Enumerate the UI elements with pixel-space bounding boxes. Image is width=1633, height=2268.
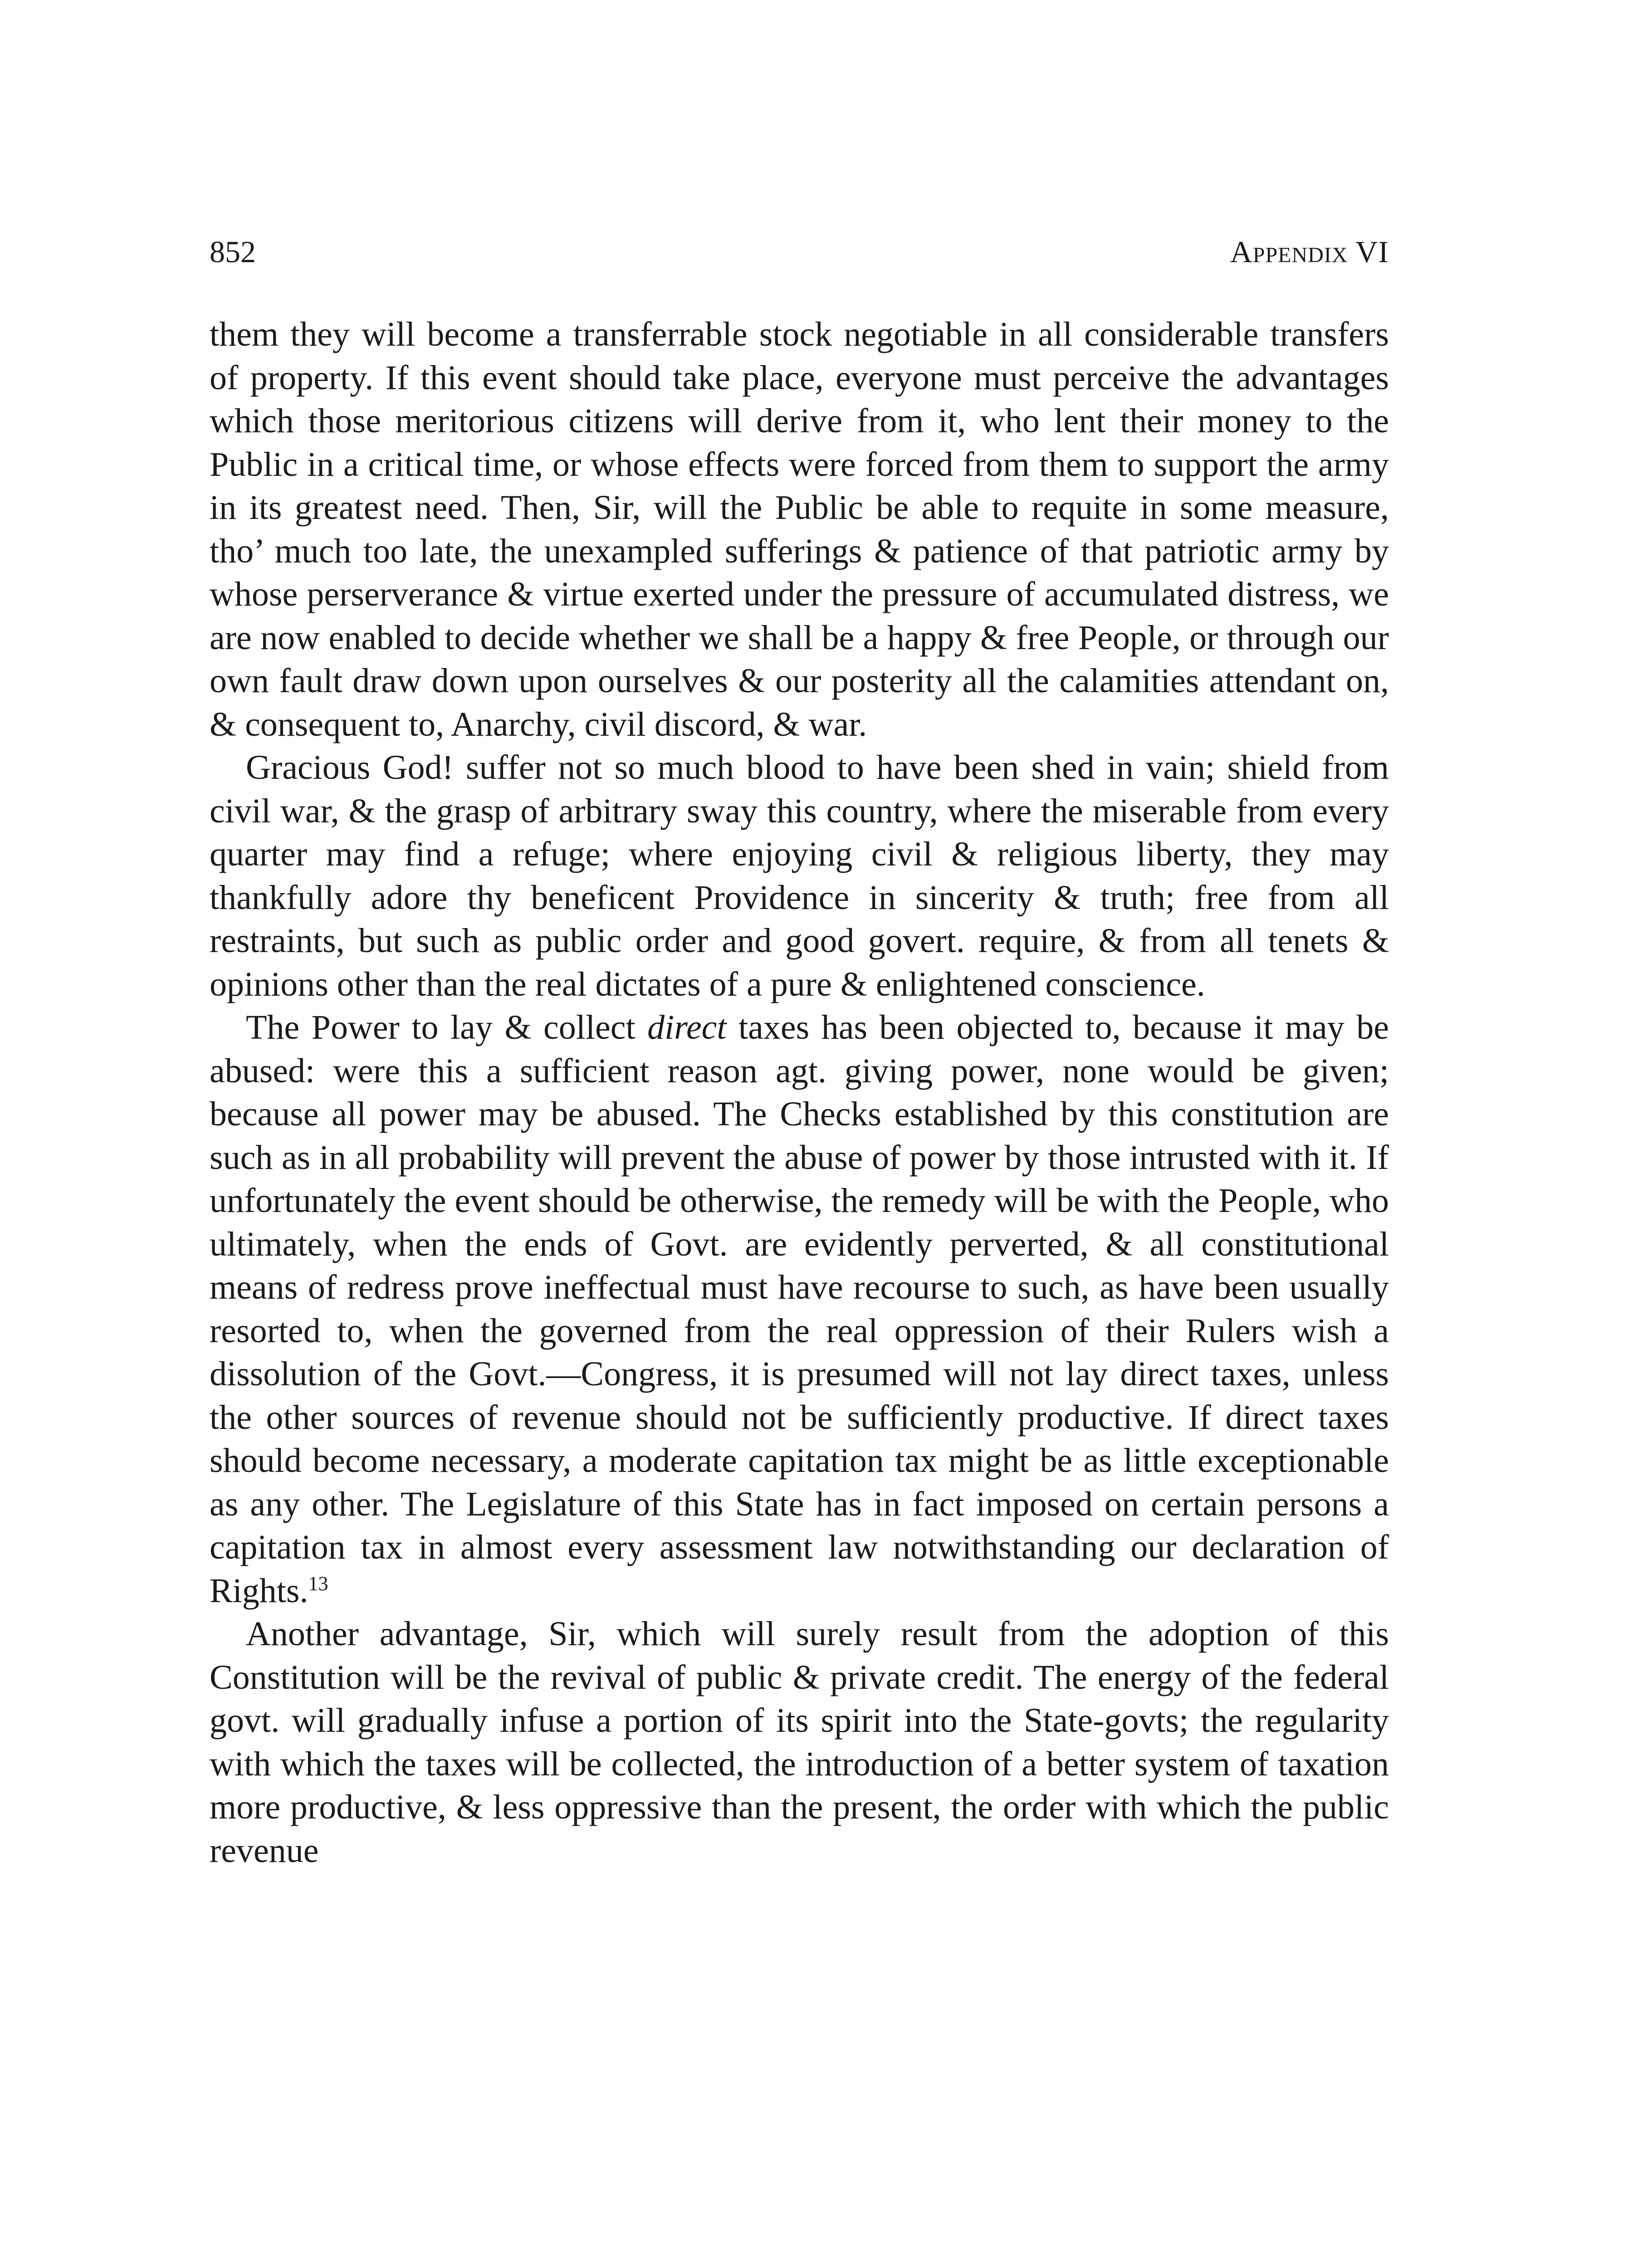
footnote-reference[interactable]: 13: [308, 1572, 328, 1595]
body-text: [210, 313, 1389, 1872]
paragraph-1: them they will become a transferrable stock negotiable in all considerable transfers of property. If this event should take place, everyone must perceive the advantages which those meritorious citizens will derive from it, who lent their money to the Public in a critical time, or whose effects were forced from them to support the army in its greatest need. Then, Sir, will the Public be able to requite in some measure, tho’ much too late, the unexampled sufferings & patience of that patriotic army by whose perserverance & virtue exerted under the pressure of accumulated distress, we are now enabled to decide whether we shall be a happy & free People, or through our own fault draw down upon ourselves & our posterity all the calamities attendant on, & consequent to, Anarchy, civil discord, & war.: [210, 315, 1389, 743]
paragraph-3-text-rest: taxes has been objected to, because it may be abused: were this a sufficient reason agt. giving power, none would be given; because all power may be abused. The Checks established by this constitution are such as in all probability will prevent the abuse of power by those intrusted with it. If unfortunately the event should be otherwise, the remedy will be with the People, who ultimately, when the ends of Govt. are evidently perverted, & all constitutional means of redress prove ineffectual must have recourse to such, as have been usually resorted to, when the governed from the real oppression of their Rulers wish a dissolution of the Govt.—Congress, it is presumed will not lay direct taxes, unless the other sources of revenue should not be sufficiently productive. If direct taxes should become necessary, a moderate capitation tax might be as little exceptionable as any other. The Legislature of this State has in fact imposed on certain persons a capitation tax in almost every assessment law notwithstanding our declaration of Rights.: [210, 1008, 1389, 1610]
emphasis-direct: direct: [647, 1008, 727, 1046]
paragraph-4: Another advantage, Sir, which will surely result from the adoption of this Constitution will be the revival of public & private credit. The energy of the federal govt. will gradually infuse a portion of its spirit into the State-govts; the regularity with which the taxes will be collected, the introduction of a better system of taxation more productive, & less oppressive than the present, the order with which the public revenue: [210, 1615, 1389, 1870]
running-head: [210, 231, 1389, 272]
paragraph-3-text-start: The Power to lay & collect: [246, 1008, 648, 1046]
paragraph-3: [210, 1006, 1389, 1613]
paragraph-2: Gracious God! suffer not so much blood to have been shed in vain; shield from civil war, & the grasp of arbitrary sway this country, where the miserable from every quarter may find a refuge; where enjoying civil & religious liberty, they may thankfully adore thy beneficent Providence in sincerity & truth; free from all restraints, but such as public order and good govert. require, & from all tenets & opinions other than the real dictates of a pure & enlightened conscience.: [210, 748, 1389, 1003]
running-title: Appendix VI: [1230, 235, 1389, 269]
page-number: 852: [210, 235, 256, 269]
